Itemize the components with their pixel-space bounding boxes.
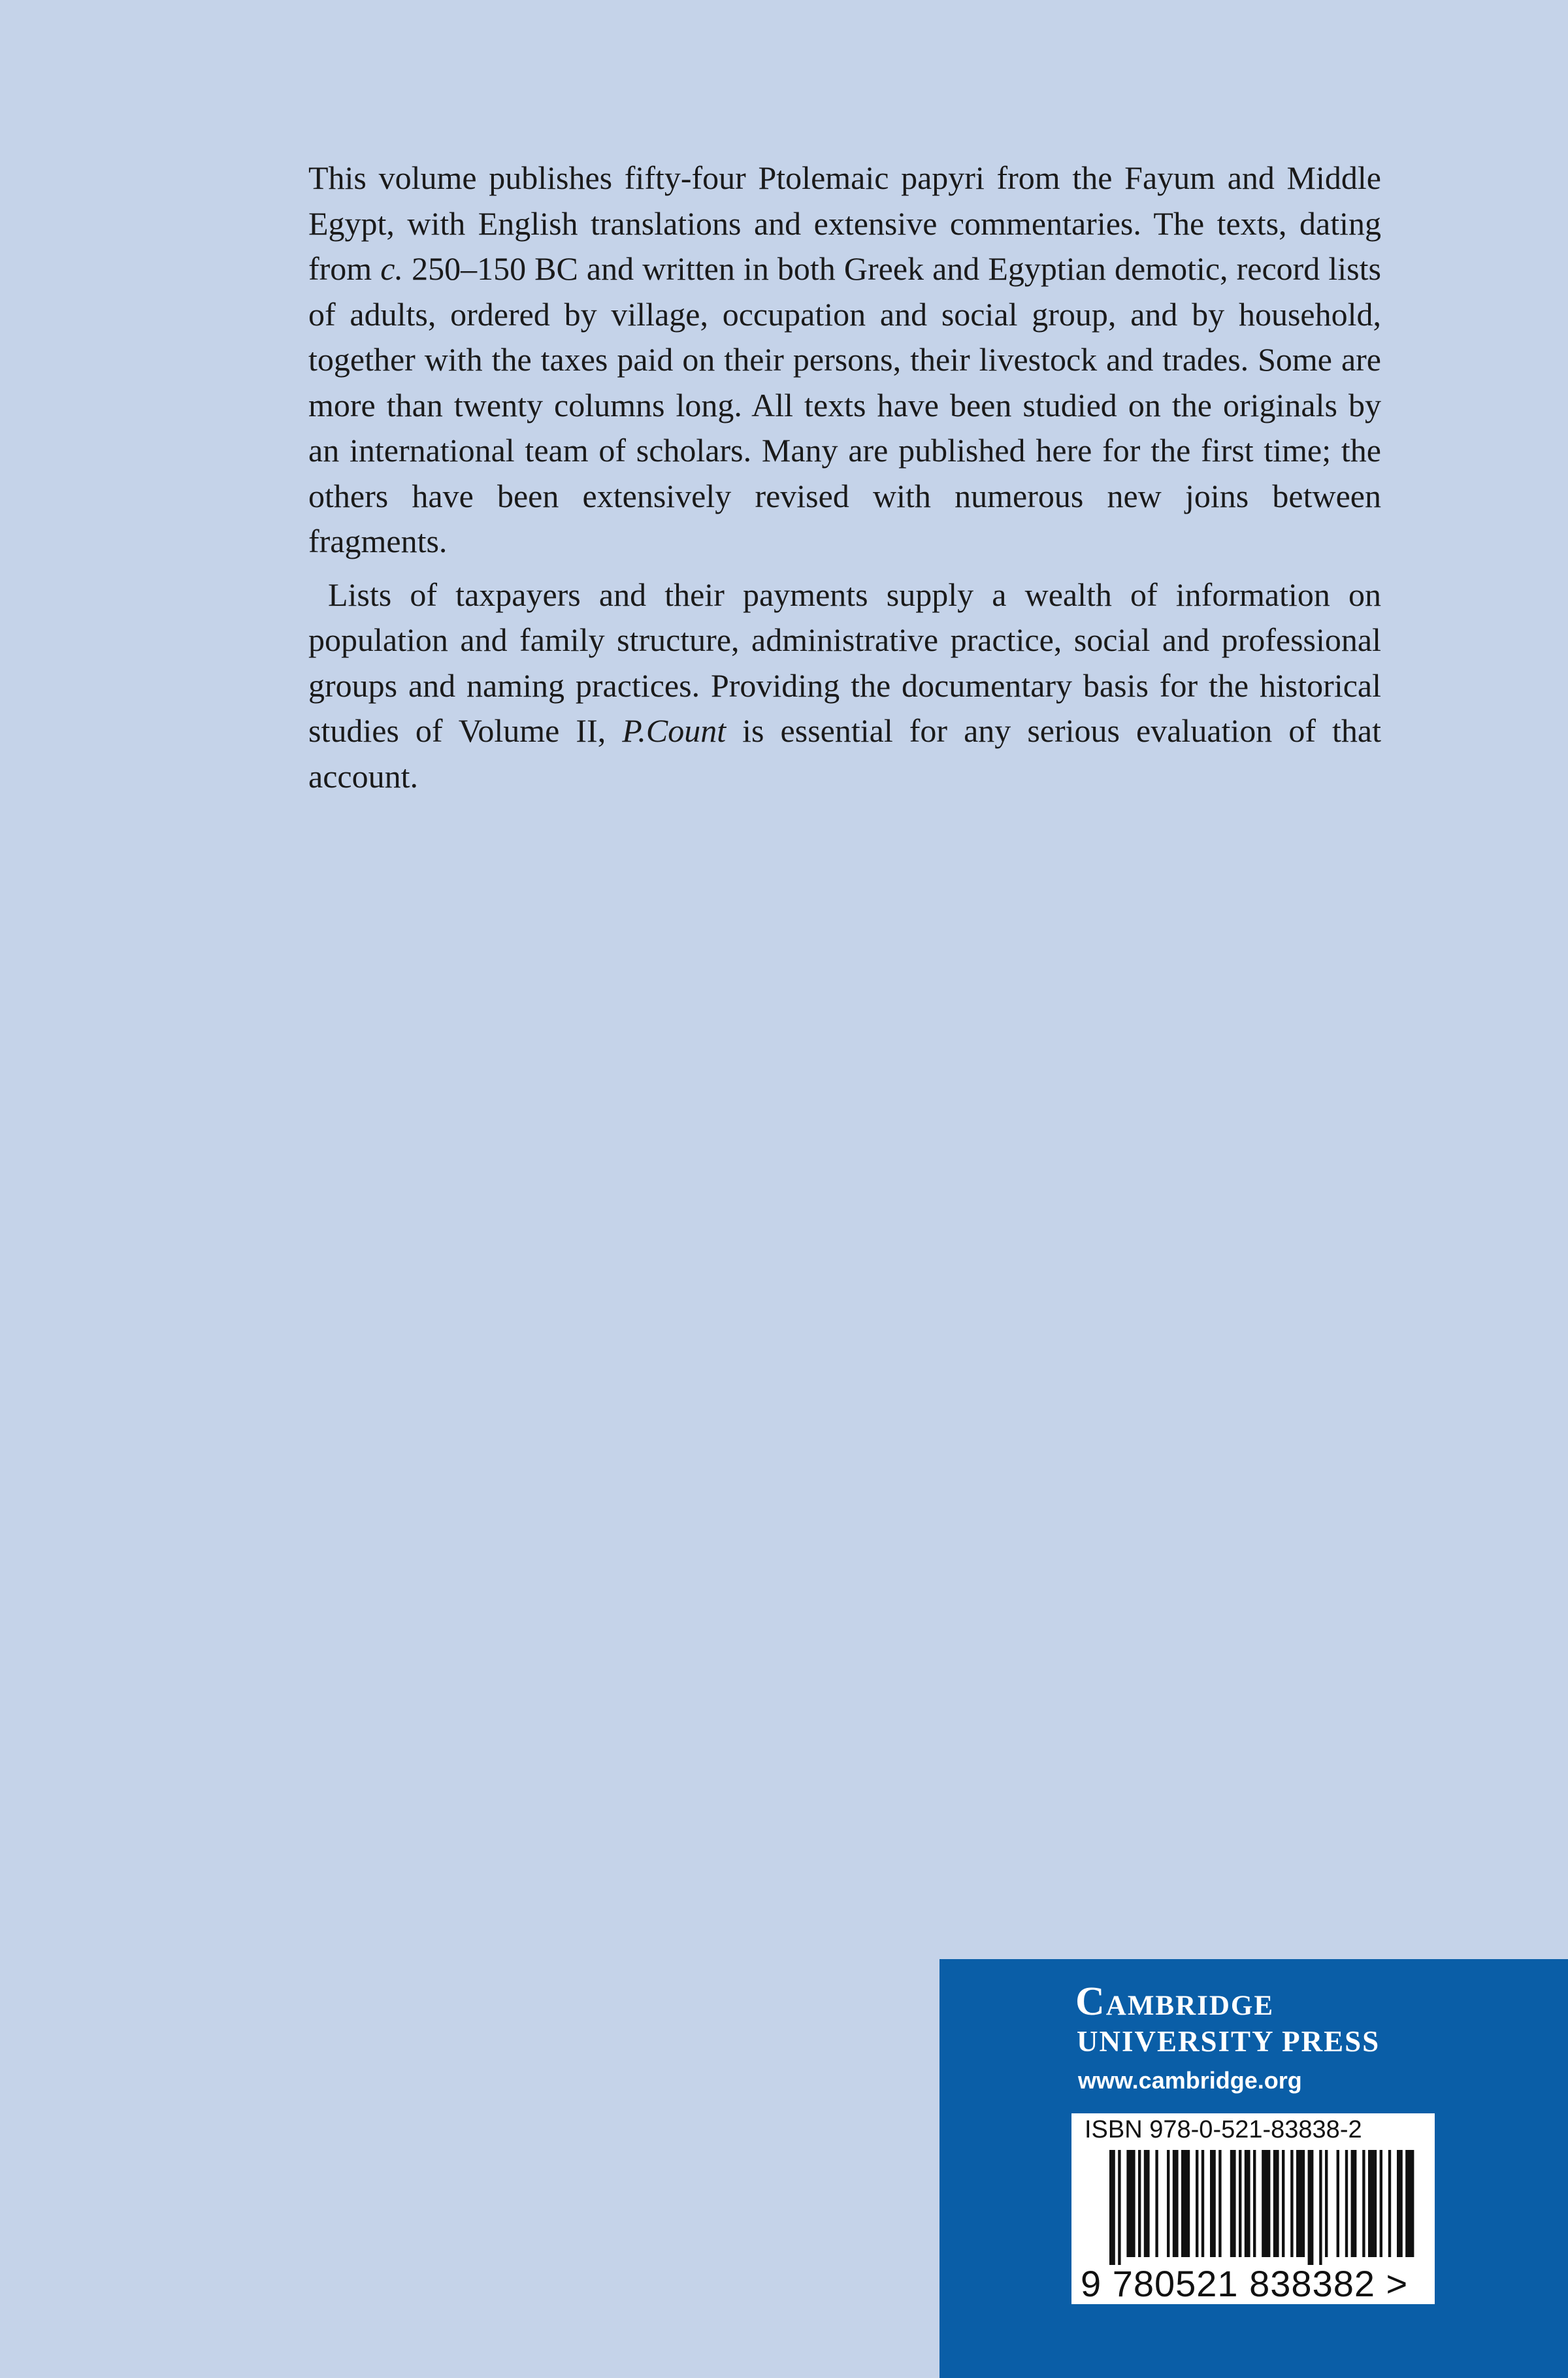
barcode-bar [1118,2150,1120,2265]
blurb-paragraph-2 [308,572,1381,800]
barcode-bar [1181,2150,1190,2257]
publisher-name: Cambridge [1075,1979,1275,2024]
barcode-bar [1262,2150,1270,2257]
barcode-bar [1126,2150,1135,2257]
barcode-digits: 9 780521 838382 > [1081,2263,1409,2304]
blurb-paragraph-1-start: This volume publishes fifty-four Ptolemaic papyri from the Fayum and Middle Egypt, with English translations and extensive commentaries. The texts, dating from [308,159,1381,287]
barcode-bar [1337,2150,1339,2257]
blurb-paragraph-1-end: 250–150 BC and written in both Greek and Egyptian demotic, record lists of adults, ordered by village, occupation and social group, and by household, together with the taxes paid on their persons, their livestock and trades. Some are more than twenty columns long. All texts have been studied on the originals by an international team of scholars. Many are published here for the first time; the others have been extensively revised with numerous new joins between fragments. [308,250,1381,559]
barcode-bar [1368,2150,1377,2257]
barcode-bar [1325,2150,1328,2257]
barcode-bar [1290,2150,1293,2257]
barcode-bar [1210,2150,1216,2257]
blurb-paragraph-2-start: Lists of taxpayers and their payments supply a wealth of information on population and family structure, administrative practice, social and professional groups and naming practices. Providing the documentary basis for the historical studies of Volume II, [308,576,1381,749]
barcode-bar [1138,2150,1141,2257]
barcode-bar [1388,2150,1391,2257]
blurb-paragraph-1-italic: c. [380,250,403,287]
blurb-paragraph-2-italic: P.Count [622,712,727,749]
barcode-bars [1071,2150,1435,2265]
barcode-bar [1196,2150,1198,2257]
barcode-bar [1230,2150,1236,2257]
publisher-subtitle: UNIVERSITY PRESS [1077,2025,1380,2058]
publisher-panel [939,1959,1568,2378]
barcode-bar [1155,2150,1158,2257]
back-cover-blurb [308,156,1381,799]
barcode-bar [1173,2150,1179,2257]
barcode-box [1071,2113,1435,2304]
barcode-bar [1345,2150,1348,2257]
barcode-bar [1201,2150,1204,2257]
barcode-bar [1144,2150,1150,2257]
barcode-bar [1282,2150,1284,2257]
barcode-bar [1167,2150,1169,2257]
publisher-url: www.cambridge.org [1078,2067,1302,2094]
barcode-bar [1380,2150,1382,2257]
barcode-bar [1362,2150,1365,2257]
barcode-bar [1253,2150,1256,2257]
isbn-label: ISBN 978-0-521-83838-2 [1085,2116,1362,2143]
barcode-bar [1109,2150,1115,2265]
blurb-paragraph-1 [308,156,1381,565]
barcode-bar [1273,2150,1279,2257]
barcode-bar [1397,2150,1403,2257]
barcode-bar [1245,2150,1250,2257]
barcode-bar [1239,2150,1241,2257]
blurb-paragraph-2-end: is essential for any serious evaluation of that account. [308,712,1382,795]
barcode-bar [1351,2150,1357,2257]
barcode-bar [1405,2150,1414,2257]
barcode-bar [1296,2150,1305,2257]
barcode-bar [1308,2150,1314,2265]
barcode-bar [1218,2150,1221,2257]
barcode-bar [1319,2150,1322,2265]
